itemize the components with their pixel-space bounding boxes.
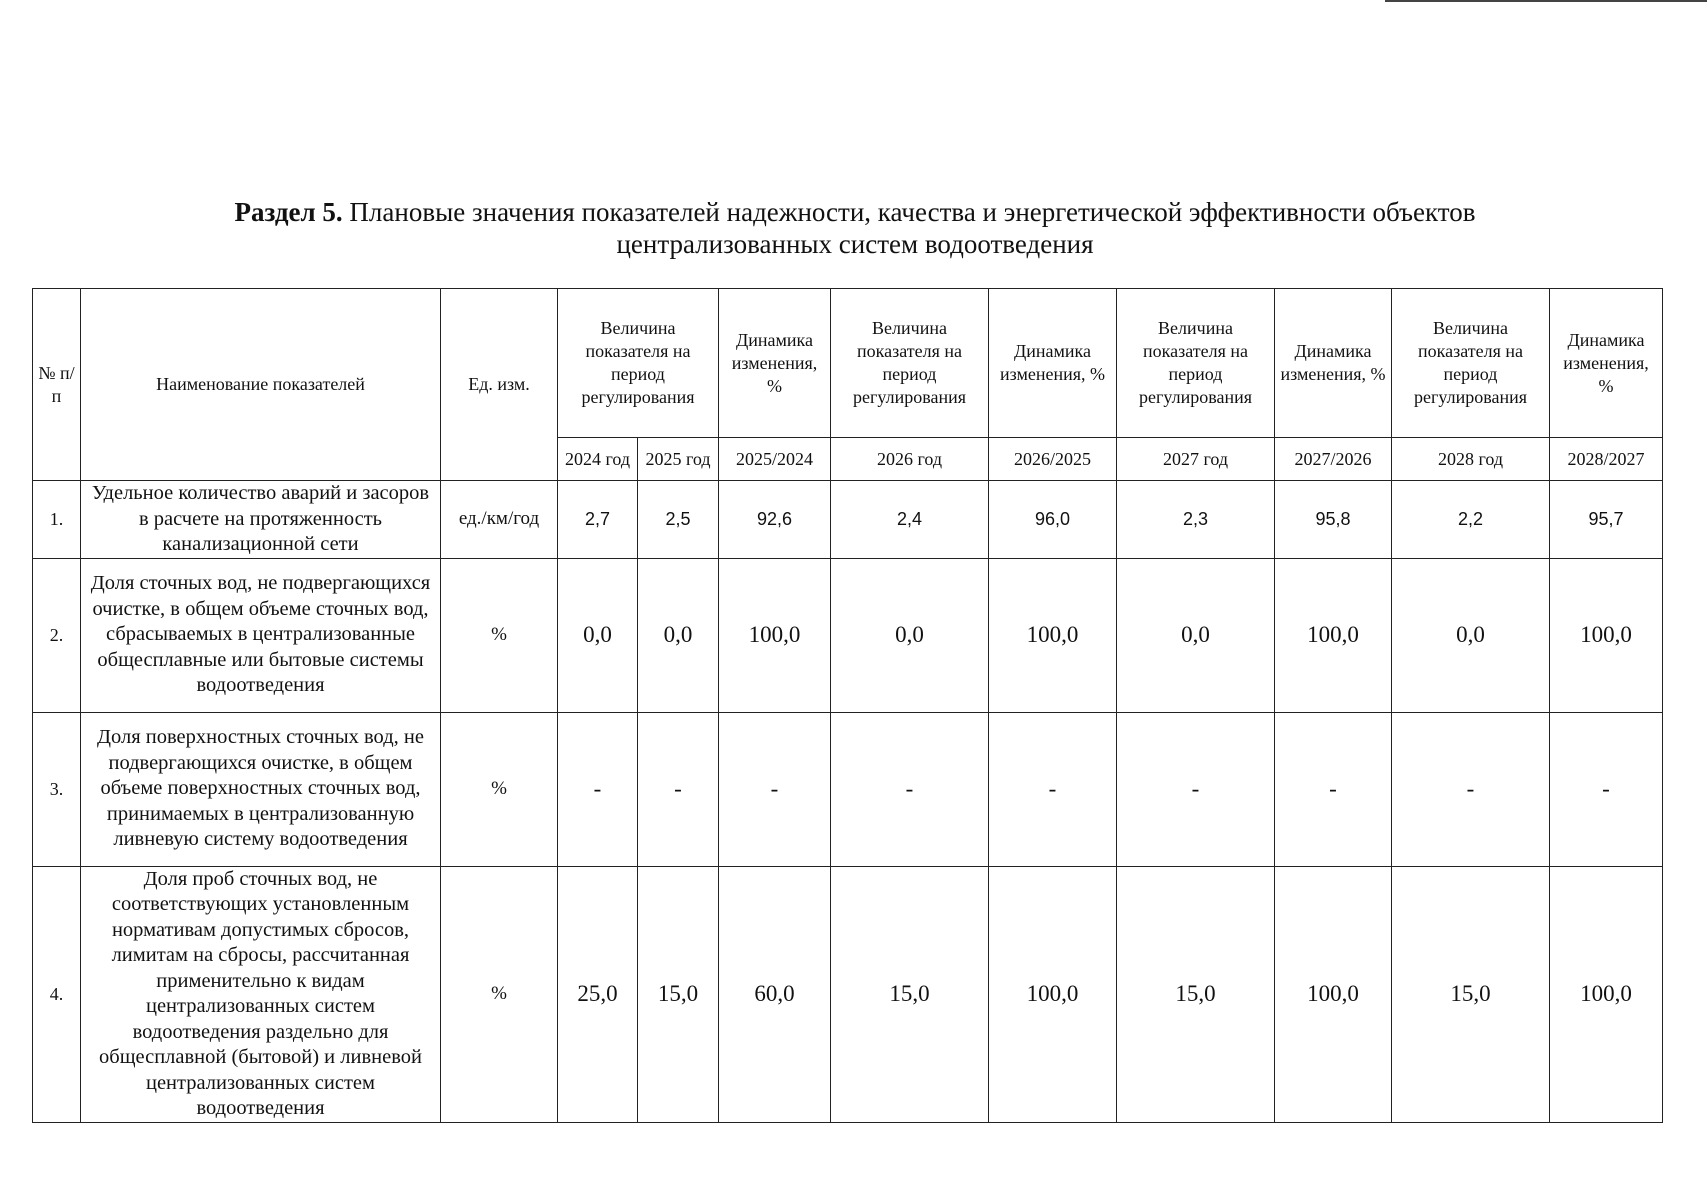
value-cell: 100,0: [989, 558, 1117, 712]
header-value-2027: Величина показателя на период регулирования: [1117, 289, 1275, 438]
section-title: [150, 196, 1560, 260]
subheader-2028: 2028 год: [1392, 438, 1550, 481]
subheader-2026: 2026 год: [831, 438, 989, 481]
value-cell: -: [1275, 712, 1392, 866]
value-cell: -: [831, 712, 989, 866]
subheader-2027: 2027 год: [1117, 438, 1275, 481]
section-number: Раздел 5.: [234, 197, 343, 227]
value-cell: 100,0: [989, 866, 1117, 1122]
value-cell: 60,0: [719, 866, 831, 1122]
value-cell: 15,0: [638, 866, 719, 1122]
indicators-table: [32, 288, 1663, 1123]
value-cell: 2,2: [1392, 481, 1550, 559]
value-cell: -: [558, 712, 638, 866]
value-cell: -: [989, 712, 1117, 866]
header-value-2026: Величина показателя на период регулирования: [831, 289, 989, 438]
row-number: 4.: [33, 866, 81, 1122]
subheader-2028-2027: 2028/2027: [1550, 438, 1663, 481]
value-cell: 95,8: [1275, 481, 1392, 559]
value-cell: 2,3: [1117, 481, 1275, 559]
unit-cell: %: [441, 866, 558, 1122]
table-row: [33, 481, 1663, 559]
value-cell: 92,6: [719, 481, 831, 559]
value-cell: 0,0: [1117, 558, 1275, 712]
indicator-name: Доля сточных вод, не подвергающихся очистке, в общем объеме сточных вод, сбрасываемых в централизованные общесплавные или бытовые системы водоотведения: [81, 558, 441, 712]
header-dynamics-2028: Динамика изменения, %: [1550, 289, 1663, 438]
header-value-2024-2025: Величина показателя на период регулирования: [558, 289, 719, 438]
header-value-2028: Величина показателя на период регулирования: [1392, 289, 1550, 438]
unit-cell: %: [441, 712, 558, 866]
value-cell: 15,0: [1117, 866, 1275, 1122]
value-cell: 25,0: [558, 866, 638, 1122]
header-dynamics-2026: Динамика изменения, %: [989, 289, 1117, 438]
value-cell: 100,0: [719, 558, 831, 712]
section-title-line-1: [150, 196, 1560, 228]
value-cell: -: [638, 712, 719, 866]
header-num: № п/п: [33, 289, 81, 481]
indicator-name: Удельное количество аварий и засоров в расчете на протяженность канализационной сети: [81, 481, 441, 559]
row-number: 2.: [33, 558, 81, 712]
subheader-2025-2024: 2025/2024: [719, 438, 831, 481]
table-row: [33, 558, 1663, 712]
top-edge-rule: [1385, 0, 1707, 2]
indicator-name: Доля проб сточных вод, не соответствующих установленным нормативам допустимых сбросов, лимитам на сбросы, рассчитанная применительно к видам централизованных систем водоотведения раздельно для общесплавной (бытовой) и ливневой централизованных систем водоотведения: [81, 866, 441, 1122]
value-cell: 2,5: [638, 481, 719, 559]
indicator-name: Доля поверхностных сточных вод, не подвергающихся очистке, в общем объеме поверхностных сточных вод, принимаемых в централизованную ливневую систему водоотведения: [81, 712, 441, 866]
subheader-2026-2025: 2026/2025: [989, 438, 1117, 481]
value-cell: 0,0: [638, 558, 719, 712]
value-cell: 100,0: [1275, 866, 1392, 1122]
value-cell: 15,0: [831, 866, 989, 1122]
value-cell: 15,0: [1392, 866, 1550, 1122]
value-cell: 0,0: [558, 558, 638, 712]
value-cell: 2,7: [558, 481, 638, 559]
value-cell: -: [719, 712, 831, 866]
unit-cell: ед./км/год: [441, 481, 558, 559]
section-title-text: Плановые значения показателей надежности, качества и энергетической эффективности объектов: [349, 197, 1476, 227]
subheader-2027-2026: 2027/2026: [1275, 438, 1392, 481]
header-dynamics-2025: Динамика изменения, %: [719, 289, 831, 438]
value-cell: -: [1550, 712, 1663, 866]
value-cell: 100,0: [1275, 558, 1392, 712]
header-name: Наименование показателей: [81, 289, 441, 481]
value-cell: 2,4: [831, 481, 989, 559]
section-title-line-2: централизованных систем водоотведения: [616, 229, 1094, 259]
value-cell: 96,0: [989, 481, 1117, 559]
row-number: 1.: [33, 481, 81, 559]
value-cell: -: [1392, 712, 1550, 866]
row-number: 3.: [33, 712, 81, 866]
unit-cell: %: [441, 558, 558, 712]
header-unit: Ед. изм.: [441, 289, 558, 481]
subheader-2024: 2024 год: [558, 438, 638, 481]
table-row: [33, 712, 1663, 866]
value-cell: 0,0: [1392, 558, 1550, 712]
value-cell: 100,0: [1550, 866, 1663, 1122]
header-row: [33, 289, 1663, 438]
table-row: [33, 866, 1663, 1122]
value-cell: -: [1117, 712, 1275, 866]
subheader-2025: 2025 год: [638, 438, 719, 481]
value-cell: 100,0: [1550, 558, 1663, 712]
value-cell: 0,0: [831, 558, 989, 712]
value-cell: 95,7: [1550, 481, 1663, 559]
header-dynamics-2027: Динамика изменения, %: [1275, 289, 1392, 438]
